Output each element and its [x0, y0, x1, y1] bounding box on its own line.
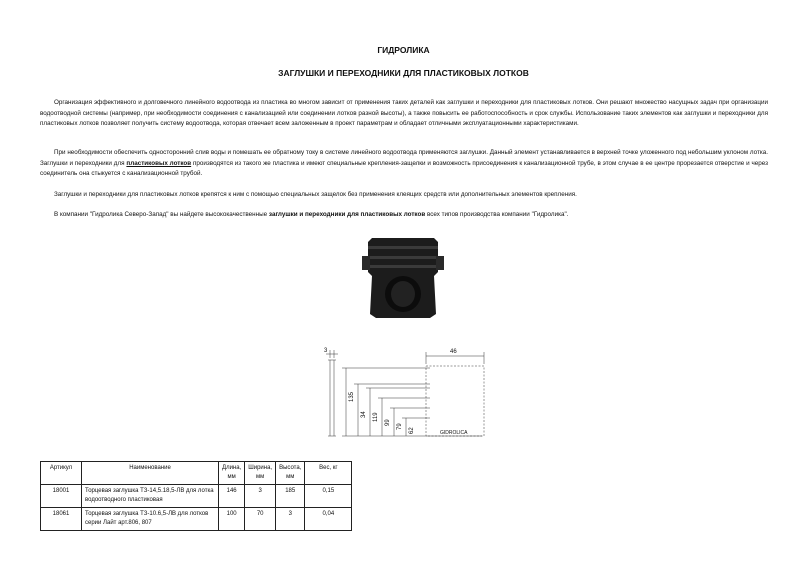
col-length: Длина, мм	[219, 462, 245, 485]
dim-height-6: 62	[409, 427, 415, 434]
drawing-logo: GIDROLICA	[440, 430, 468, 436]
col-name: Наименование	[82, 462, 219, 485]
dimension-drawing	[322, 342, 492, 442]
paragraph-company: В компании "Гидролика Северо-Запад" вы найдете высококачественные заглушки и переходники для пластиковых лотков всех типов производства компании "Гидролика".	[54, 211, 569, 218]
plastic-trays-link[interactable]: пластиковых лотков	[126, 159, 192, 167]
paragraph-intro: Организация эффективного и долговечного линейного водоотвода из пластика во многом зависит от применения таких деталей как заглушки и переходники для пластиковых лотков. Они решают множество насущных задач при организации водоотводной системы (например, при необходимости соединения с канализацией или соединении лотков разной высоты), а также повысить ее работоспособность и срок службы. Использование таких элементов как заглушки и переходники для пластиковых лотков позволяет получить систему водоотвода, которая отвечает всем заложенным в проект параметрам и обладает отличными эксплуатационными характеристиками.	[40, 99, 768, 128]
paragraph-usage: При необходимости обеспечить односторонний слив воды и помешать ее обратному току в системе линейного водоотвода применяются заглушки. Данный элемент устанавливается в верхней точке уложенного под небольшим уклоном лотка. Заглушки и переходники для пластиковых лотков производятся из такого же пластика и имеют специальные крепления-защелки и возможность присоединения к канализационной трубе, в этом случае в ее центре прорезается отверстие и через соединитель она стыкуется с канализационной трубой.	[40, 149, 769, 178]
table-row: 18001 Торцевая заглушка ТЗ-14,5.18,5-ЛВ для лотка водоотводного пластиковая 146 3 185 0,15	[41, 485, 352, 508]
dim-height-4: 99	[385, 419, 391, 426]
dim-height-3: 119	[373, 412, 379, 422]
dim-height-1: 135	[349, 391, 355, 402]
brand-heading: ГИДРОЛИКА	[377, 45, 430, 55]
col-article: Артикул	[41, 462, 82, 485]
page-title: ЗАГЛУШКИ И ПЕРЕХОДНИКИ ДЛЯ ПЛАСТИКОВЫХ ЛОТКОВ	[278, 68, 529, 78]
end-cap-photo	[358, 232, 448, 322]
paragraph-fastening: Заглушки и переходники для пластиковых лотков крепятся к ним с помощью специальных защелок без применения клеящих средств или дополнительных элементов крепления.	[54, 191, 577, 198]
dim-height-5: 79	[397, 423, 403, 430]
spec-table	[40, 461, 352, 531]
dim-height-2: 34	[361, 411, 367, 418]
table-row: 18061 Торцевая заглушка ТЗ-10.6,5-ЛВ для лотков серии Лайт арт.806, 807 100 70 3 0,04	[41, 508, 352, 531]
col-width: Ширина, мм	[245, 462, 276, 485]
dim-width-label: 3	[324, 348, 328, 354]
col-height: Высота, мм	[276, 462, 305, 485]
table-header-row	[41, 462, 352, 485]
dim-front-label: 46	[450, 349, 457, 355]
col-weight: Вес, кг	[305, 462, 352, 485]
